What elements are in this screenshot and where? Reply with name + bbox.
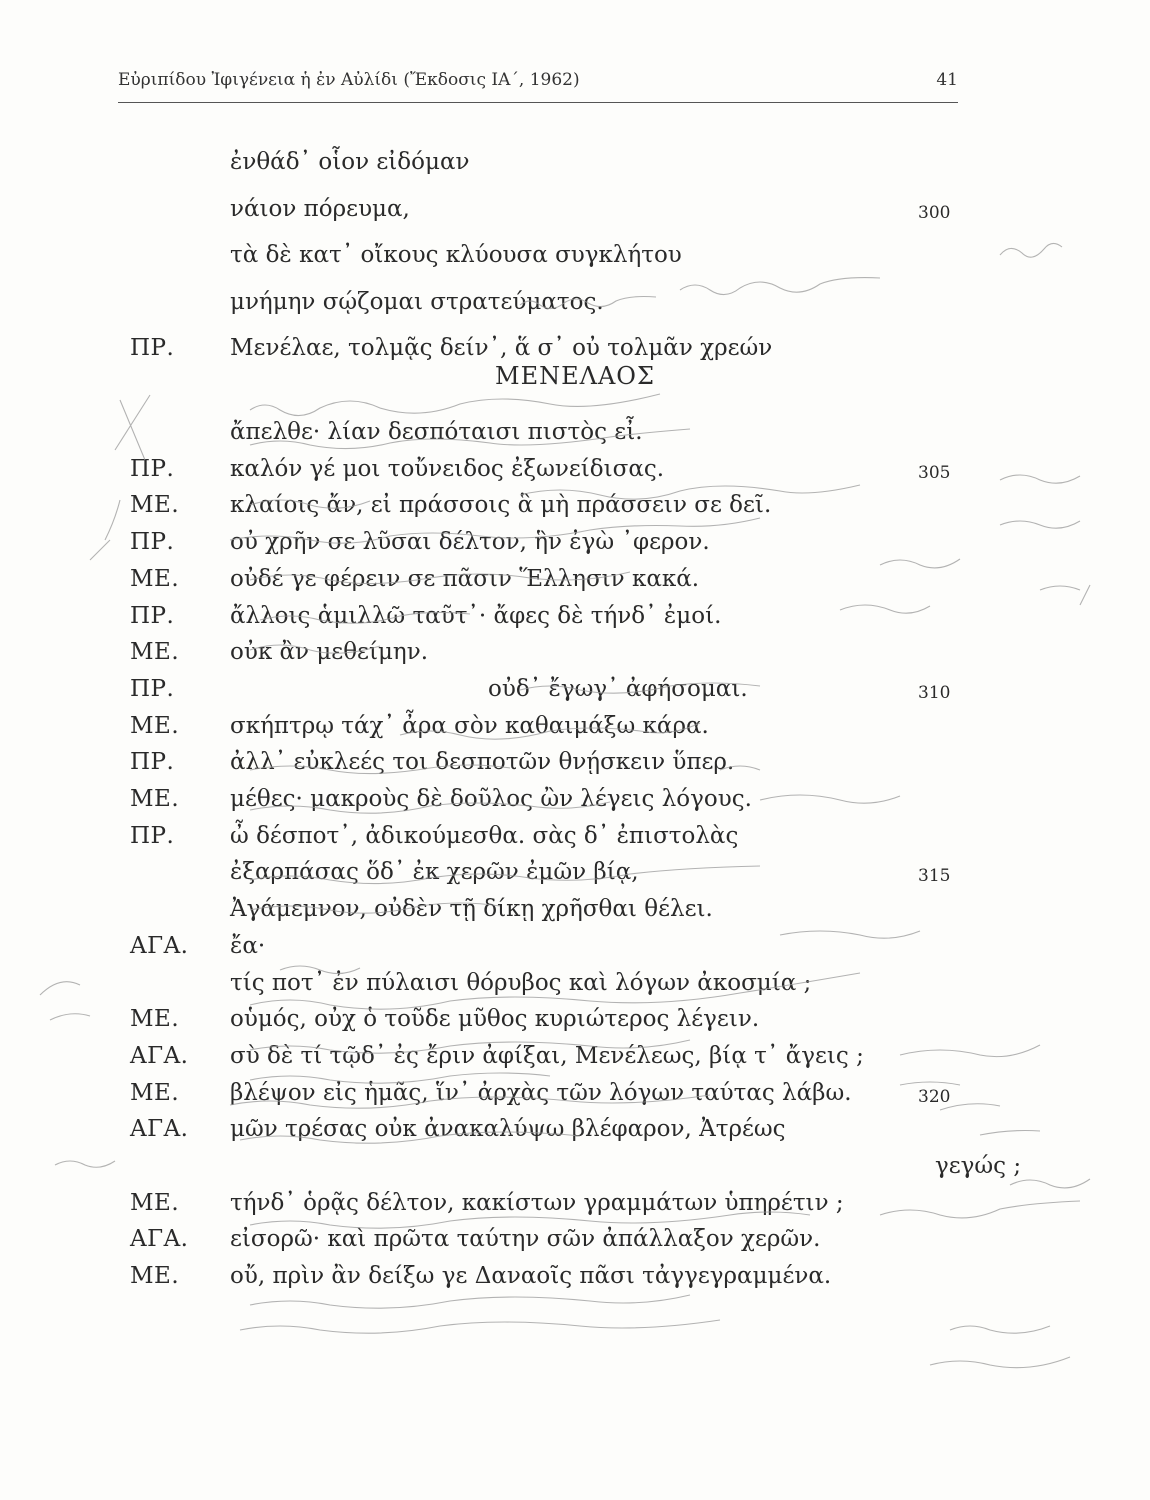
line-number: 320 [918,1086,951,1107]
verse-line: οὐδέ γε φέρειν σε πᾶσιν Ἕλλησιν κακά. [230,565,700,592]
verse-line: μέθες· μακροὺς δὲ δοῦλος ὢν λέγεις λόγους. [230,786,752,812]
verse-line: Ἀγάμεμνον, οὐδὲν τῇ δίκῃ χρῆσθαι θέλει. [230,896,713,923]
speaker-label: ΠΡ. [130,822,175,849]
speaker-label: ΜΕ. [130,1189,180,1216]
speaker-label: ΑΓΑ. [130,1042,189,1069]
verse-line: ἀλλ᾽ εὐκλεές τοι δεσποτῶν θνῄσκειν ὕπερ. [230,749,735,776]
verse-line: Μενέλαε, τολμᾷς δείν᾽, ἅ σ᾽ οὐ τολμᾶν χρεών [230,335,773,361]
verse-line: ἐξαρπάσας ὅδ᾽ ἐκ χερῶν ἐμῶν βίᾳ, [230,859,639,886]
speaker-label: ΑΓΑ. [130,932,189,959]
verse-line: τήνδ᾽ ὁρᾷς δέλτον, κακίστων γραμμάτων ὑπηρέτιν ; [230,1189,844,1216]
line-number: 300 [918,202,951,223]
verse-line: σὺ δὲ τί τῷδ᾽ ἐς ἔριν ἀφίξαι, Μενέλεως, βίᾳ τ᾽ ἄγεις ; [230,1042,864,1069]
speaker-label: ΜΕ. [130,639,180,666]
header-rule [118,102,958,103]
verse-line: τίς ποτ᾽ ἐν πύλαισι θόρυβος καὶ λόγων ἀκοσμία ; [230,969,812,996]
verse-line: καλόν γέ μοι τοὔνειδος ἐξωνείδισας. [230,455,665,482]
speaker-label: ΑΓΑ. [130,1226,189,1253]
page-number: 41 [936,70,958,90]
verse-line: σκήπτρῳ τάχ᾽ ἆρα σὸν καθαιμάξω κάρα. [230,712,709,739]
running-title: Εὐριπίδου Ἰφιγένεια ἡ ἐν Αὐλίδι (Ἔκδοσις ΙΑ΄, 1962) [118,70,580,90]
speaker-label: ΑΓΑ. [130,1116,189,1143]
speaker-label: ΜΕ. [130,786,180,812]
verse-line: γεγώς ; [935,1153,1022,1179]
speaker-label: ΜΕ. [130,712,180,739]
verse-line: οὐδ᾽ ἔγωγ᾽ ἀφήσομαι. [488,675,748,702]
speaker-label: ΠΡ. [130,749,175,776]
verse-line: οὑμός, οὐχ ὁ τοῦδε μῦθος κυριώτερος λέγειν. [230,1006,760,1033]
verse-line: νάιον πόρευμα, [230,195,410,222]
verse-line: μῶν τρέσας οὐκ ἀνακαλύψω βλέφαρον, Ἀτρέως [230,1116,786,1143]
verse-line: τὰ δὲ κατ᾽ οἴκους κλύουσα συγκλήτου [230,242,682,268]
verse-line: οὐ χρῆν σε λῦσαι δέλτον, ἣν ἐγὼ ᾽φερον. [230,529,710,556]
speaker-label: ΜΕ. [130,1263,180,1290]
verse-line: εἰσορῶ· καὶ πρῶτα ταύτην σῶν ἀπάλλαξον χερῶν. [230,1226,821,1253]
line-number: 315 [918,866,951,887]
verse-line: βλέψον εἰς ἡμᾶς, ἵν᾽ ἀρχὰς τῶν λόγων ταύτας λάβω. [230,1079,852,1106]
speaker-label: ΠΡ. [130,455,175,482]
speaker-label: ΠΡ. [130,602,175,629]
speaker-label: ΜΕ. [130,1006,180,1033]
speaker-label: ΠΡ. [130,675,175,702]
verse-line: ἄλλοις ἁμιλλῶ ταῦτ᾽· ἄφες δὲ τήνδ᾽ ἐμοί. [230,602,722,629]
verse-line: ἔα· [230,932,266,959]
verse-line: οὐκ ἂν μεθείμην. [230,639,429,666]
speaker-label: ΜΕ. [130,565,180,592]
verse-line: ἐνθάδ᾽ οἷον εἰδόμαν [230,149,470,175]
verse-line: οὔ, πρὶν ἂν δείξω γε Δαναοῖς πᾶσι τἀγγεγραμμένα. [230,1263,832,1290]
speaker-label: ΜΕ. [130,492,180,519]
speaker-label: ΜΕ. [130,1079,180,1106]
verse-line: κλαίοις ἄν, εἰ πράσσοις ἃ μὴ πράσσειν σε δεῖ. [230,492,772,519]
line-number: 305 [918,462,951,483]
verse-line: ἄπελθε· λίαν δεσπόταισι πιστὸς εἶ. [230,419,643,445]
line-number: 310 [918,682,951,703]
verse-line: μνήμην σῴζομαι στρατεύματος. [230,288,604,315]
verse-line: ὦ δέσποτ᾽, ἀδικούμεσθα. σὰς δ᾽ ἐπιστολὰς [230,822,739,849]
speaker-label: ΠΡ. [130,529,175,556]
character-heading: ΜΕΝΕΛΑΟΣ [495,362,655,390]
speaker-label: ΠΡ. [130,335,175,361]
